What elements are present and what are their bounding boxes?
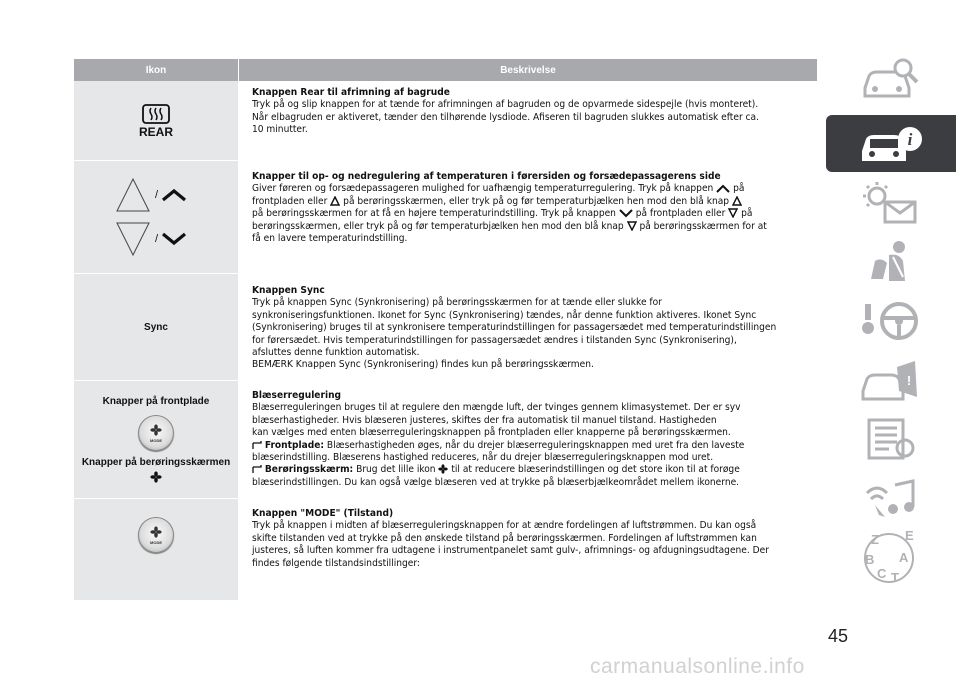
text-line: 10 minutter. (252, 124, 308, 136)
svg-text:!: ! (906, 372, 912, 388)
text-line: Tryk på og slip knappen for at tænde for afrimningen af bagruden og de opvarmede sidespejle (hvis monteret). (252, 99, 759, 111)
text-segment: Giver føreren og forsædepassageren mulighed for uafhængig temperaturregulering. Tryk på knappen (252, 183, 714, 195)
knob-mode-label: MODE (150, 437, 162, 443)
watermark[interactable]: carmanualsonline.info (590, 655, 805, 678)
triangle-up-icon (330, 196, 340, 206)
table-row-mode (74, 499, 817, 601)
text-line: findes følgende tilstandsindstillinger: (252, 557, 420, 569)
text-line: Når elbagruden er aktiveret, tænder den tilhørende lysdiode. Afiseren til bagruden slukkes automatisk efter ca. (252, 111, 759, 123)
index-letter: B (865, 551, 875, 567)
icon-cell (74, 381, 238, 498)
text-segment: Blæserhastigheden øges, når du drejer blæserreguleringsknappen med uret fra den laveste (326, 439, 745, 451)
blower-knob (138, 415, 174, 451)
airbag-seatbelt-icon (859, 239, 923, 285)
tab-car-info[interactable] (826, 115, 956, 172)
frontplate-buttons-label: Knapper på frontplade (102, 396, 210, 407)
text-line (252, 183, 811, 195)
car-breakdown-icon (859, 357, 923, 403)
controls-table (74, 59, 817, 601)
slash-separator: / (155, 189, 159, 201)
knob-mode-label: MODE (150, 539, 162, 545)
text-line: Tryk på knappen i midten af blæserreguleringsknappen for at ændre fordelingen af luftstrømmen. Du kan også (252, 520, 757, 532)
tab-safety[interactable] (826, 233, 956, 290)
bullet-arrow-icon (252, 440, 262, 450)
touchscreen-buttons-label: Knapper på berøringsskærmen (81, 457, 231, 468)
tab-starting-driving[interactable] (826, 292, 956, 349)
slash-separator: / (155, 233, 159, 245)
index-letter: C (877, 565, 887, 581)
text-line: BEMÆRK Knappen Sync (Synkronisering) findes kun på berøringsskærmen. (252, 359, 594, 371)
text-line: få en lavere temperaturindstilling. (252, 233, 408, 245)
text-line: Blæserreguleringen bruges til at regulere den mængde luft, der tvinges gennem klimasystemet. Der er syv (252, 402, 741, 414)
text-line: afsluttes denne funktion automatisk. (252, 347, 420, 359)
text-line: skifte tilstanden ved at trykke på den ønskede tilstand på berøringsskærmen. Fordelingen af luftstrømmen kan (252, 532, 757, 544)
table-row-rear-defrost (74, 81, 817, 161)
text-segment: på (733, 183, 745, 195)
warning-light-message-icon (859, 180, 923, 226)
icon-cell (74, 274, 238, 380)
page-number: 45 (828, 626, 849, 646)
index-letter: T (891, 569, 899, 585)
text-segment: Brug det lille ikon (356, 464, 436, 476)
svg-text:i: i (907, 129, 913, 149)
chevron-up-icon (716, 184, 730, 193)
text-segment: frontpladen eller (252, 195, 328, 207)
description-cell (238, 274, 817, 380)
fan-icon (150, 526, 162, 538)
table-row-sync (74, 274, 817, 381)
table-header (74, 59, 817, 81)
text-line: (Synkronisering) bruges til at synkronisere temperaturindstillingen for passagersædet med temperaturindstillingen (252, 322, 777, 334)
text-line: synkroniseringsfunktionen. Ikonet for Sync (Synkronisering) tændes, når denne funktion aktiveres. Ikonet Sync (252, 309, 757, 321)
tab-multimedia[interactable] (826, 469, 956, 526)
rear-defrost-icon (141, 103, 171, 125)
text-line (252, 208, 811, 220)
text-segment: på berøringsskærmen for at (639, 220, 767, 232)
text-line (252, 221, 811, 233)
table-row-temperature (74, 161, 817, 274)
row-title: Blæserregulering (252, 390, 342, 401)
text-segment: på (741, 208, 753, 220)
triangle-down-icon (114, 220, 152, 258)
tab-maintenance[interactable] (826, 410, 956, 467)
index-letter: Z (871, 531, 879, 547)
chevron-up-icon (161, 188, 187, 202)
text-line: for førersædet. Hvis temperaturindstillingen for passagersædet ændres i tilstanden Sync (Synkronisering), (252, 334, 737, 346)
fan-icon (438, 464, 448, 474)
description-cell (238, 381, 817, 498)
row-title: Knappen Sync (252, 285, 325, 296)
text-line: blæserindstillingen. Du kan også vælge blæseren ved at trykke på blæserbjælkeområdet mellem ikonerne. (252, 476, 740, 488)
icon-cell (74, 499, 238, 600)
sync-label: Sync (144, 321, 168, 333)
bullet-arrow-icon (252, 464, 262, 474)
car-info-icon (856, 121, 926, 167)
mode-knob (138, 517, 174, 553)
text-segment: på berøringsskærmen for at få en højere temperaturindstilling. Tryk på knappen (252, 208, 616, 220)
text-line: justeres, så luften kommer fra udtagene i instrumentpanelet samt gulv-, afrimnings- og afdugningsudtagene. Der (252, 545, 769, 557)
text-line: blæserhastigheder. Hvis blæseren justeres, skiftes der fra automatisk til manuel tilstand. Hastigheden (252, 414, 717, 426)
description-cell (238, 499, 817, 600)
car-search-icon (859, 56, 923, 102)
index-letter: E (905, 527, 914, 543)
text-line: blæserindstilling. Blæserens hastighed reduceres, når du drejer blæserreguleringsknappen mod uret. (252, 452, 714, 464)
text-line: kan vælges med enten blæserreguleringsknappen på frontpladen eller knapperne på berøringsskærmen. (252, 427, 731, 439)
icon-cell (74, 161, 238, 273)
triangle-down-icon (728, 208, 738, 218)
fan-icon (150, 471, 162, 483)
description-cell (238, 81, 817, 160)
row-title: Knappen "MODE" (Tilstand) (252, 508, 394, 519)
triangle-up-icon (732, 196, 742, 206)
table-row-blower (74, 381, 817, 499)
temp-down-icons (114, 220, 187, 258)
row-title: Knappen Rear til afrimning af bagrude (252, 87, 450, 98)
alphabetical-index-icon (859, 528, 923, 586)
multimedia-icon (859, 475, 923, 521)
text-segment: på berøringsskærmen, eller tryk på og før temperaturbjælken hen mod den blå knap (343, 195, 730, 207)
text-line (252, 464, 811, 476)
steering-wheel-key-icon (859, 298, 923, 344)
maintenance-checklist-icon (859, 416, 923, 462)
tab-emergency[interactable] (826, 351, 956, 408)
row-title: Knapper til op- og nedregulering af temperaturen i førersiden og forsædepassagerens side (252, 171, 721, 182)
icon-cell (74, 81, 238, 160)
text-segment: berøringsskærmen, eller tryk på og før temperaturbjælken hen mod den blå knap (252, 220, 624, 232)
chevron-down-icon (619, 209, 633, 218)
fan-icon (150, 424, 162, 436)
text-line (252, 440, 811, 452)
text-line (252, 196, 811, 208)
header-icon-column: Ikon (145, 64, 167, 76)
description-cell (238, 161, 817, 273)
temp-up-icons (114, 176, 187, 214)
index-letter: A (899, 549, 909, 565)
text-segment: på frontpladen eller (635, 208, 726, 220)
chevron-down-icon (161, 232, 187, 246)
text-segment: til at reducere blæserindstillingen og det store ikon til at forøge (451, 464, 740, 476)
text-line: Tryk på knappen Sync (Synkronisering) på berøringsskærmen for at tænde eller slukke for (252, 297, 662, 309)
tab-car-search[interactable] (826, 50, 956, 107)
header-description-column: Beskrivelse (238, 59, 817, 81)
tab-warning-lights[interactable] (826, 174, 956, 231)
tab-index[interactable] (826, 528, 956, 585)
triangle-down-icon (627, 221, 637, 231)
rear-label: REAR (138, 124, 173, 139)
bullet-label: Frontplade: (264, 439, 325, 451)
bullet-label: Berøringsskærm: (264, 464, 354, 476)
triangle-up-icon (114, 176, 152, 214)
